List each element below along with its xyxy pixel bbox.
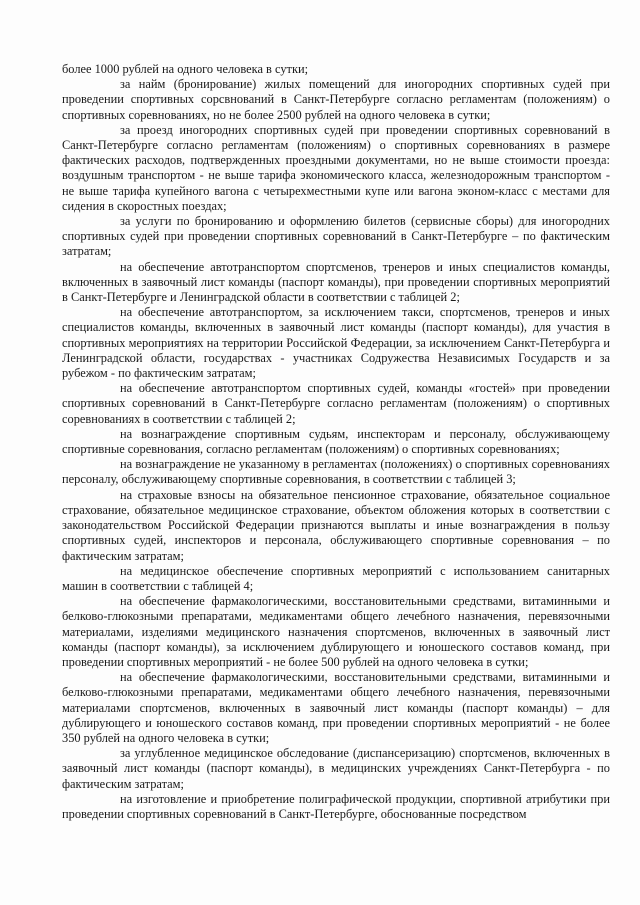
paragraph: за найм (бронирование) жилых помещений для иногородних спортивных судей при проведении спортивных сорсвнований в Санкт-Петербурге согласно регламентам (положениям) о спортивных соревнованиях, но не более 2500 рублей на одного человека в сутки; — [62, 77, 610, 122]
document-body — [62, 62, 610, 822]
paragraph: на обеспечение фармакологическими, восстановительными средствами, витаминными и белково-глюкозными препаратами, медикаментами общего лечебного назначения, перевязочными материалами, изделиями медицинского назначения спортсменов, включенных в заявочный лист команды (паспорт команды), за исключением дублирующего и юношеского составов команд, при проведении спортивных мероприятий - не более 500 рублей на одного человека в сутки; — [62, 594, 610, 669]
paragraph: на обеспечение автотранспортом спортивных судей, команды «гостей» при проведении спортивных соревнований в Санкт-Петербурге согласно регламентам (положениям) о спортивных соревнованиях в соответствии с таблицей 2; — [62, 381, 610, 426]
paragraph: на изготовление и приобретение полиграфической продукции, спортивной атрибутики при проведении спортивных соревнований в Санкт-Петербурге, обоснованные посредством — [62, 791, 610, 821]
paragraph: на вознаграждение не указанному в регламентах (положениях) о спортивных соревнованиях персоналу, обслуживающему спортивные соревнования, в соответствии с таблицей 3; — [62, 457, 610, 487]
paragraph: более 1000 рублей на одного человека в сутки; — [62, 62, 309, 76]
paragraph: за проезд иногородних спортивных судей при проведении спортивных соревнований в Санкт-Петербурге согласно регламентам (положениям) о спортивных соревнованиях в размере фактических расходов, подтвержденных проездными документами, но не выше стоимости проезда: воздушным транспортом - не выше тарифа экономического класса, железнодорожным транспортом - не выше тарифа купейного вагона с четырехместными купе или вагона эконом-класс с местами для сидения в скоростных поездах; — [62, 122, 610, 213]
paragraph: на вознаграждение спортивным судьям, инспекторам и персоналу, обслуживающему спортивные соревнования, согласно регламентам (положениям) о спортивных соревнованиях; — [62, 426, 610, 457]
paragraph: на медицинское обеспечение спортивных мероприятий с использованием санитарных машин в соответствии с таблицей 4; — [62, 563, 610, 593]
paragraph: за углубленное медицинское обследование (диспансеризацию) спортсменов, включенных в заявочный лист команды (паспорт команды), в медицинских учреждениях Санкт-Петербурга - по фактическим затратам; — [62, 746, 610, 791]
paragraph: на обеспечение автотранспортом спортсменов, тренеров и иных специалистов команды, включенных в заявочный лист команды (паспорт команды), при проведении спортивных мероприятий в Санкт-Петербурге и Ленинградской области в соответствии с таблицей 2; — [62, 259, 610, 305]
paragraph: за услуги по бронированию и оформлению билетов (сервисные сборы) для иногородних спортивных судей при проведении спортивных соревнований в Санкт-Петербурге – по фактическим затратам; — [62, 214, 610, 259]
paragraph: на обеспечение автотранспортом, за исключением такси, спортсменов, тренеров и иных специалистов команды, включенных в заявочный лист команды (паспорт команды), для участия в спортивных мероприятиях на территории Российской Федерации, за исключением Санкт-Петербурга и Ленинградской области, государствах - участниках Содружества Независимых Государств и за рубежом - по фактическим затратам; — [62, 305, 610, 381]
paragraph: на обеспечение фармакологическими, восстановительными средствами, витаминными и белково-глюкозными препаратами, медикаментами общего лечебного назначения, перевязочными материалами спортсменов, включенных в заявочный лист команды (паспорт команды) – для дублирующего и юношеского составов команд, при проведении спортивных мероприятий - не более 350 рублей на одного человека в сутки; — [62, 670, 610, 745]
paragraph: на страховые взносы на обязательное пенсионное страхование, обязательное социальное страхование, обязательное медицинское страхование, объектом обложения которых в соответствии с законодательством Российской Федерации признаются выплаты и иные вознаграждения в пользу спортивных судей, инспекторов и персонала, обслуживающего спортивные соревнования – по фактическим затратам; — [62, 487, 610, 563]
